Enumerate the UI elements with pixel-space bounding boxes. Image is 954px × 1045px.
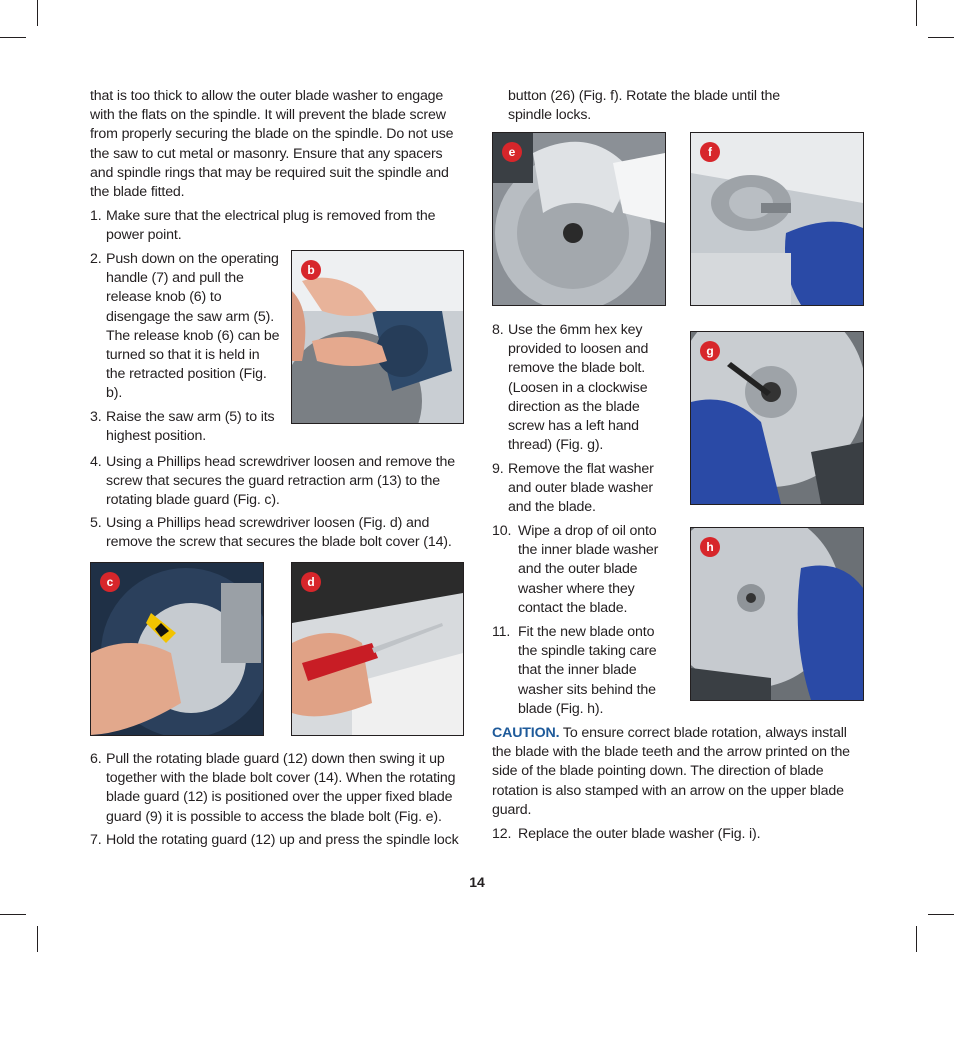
figure-label-d: d	[301, 572, 321, 592]
figure-h	[690, 527, 864, 701]
crop-mark	[916, 926, 917, 952]
step-12: 12. Replace the outer blade washer (Fig. i).	[492, 826, 761, 842]
step-2: 2. Push down on the operating handle (7) and pull the release knob (6) to disengage the saw arm (5). The release knob (6) can be turned so that it is held in the retracted position (Fig. b).	[90, 251, 280, 402]
step-5: 5. Using a Phillips head screwdriver loosen (Fig. d) and remove the screw that secures the blade bolt cover (14).	[90, 515, 452, 551]
crop-mark	[0, 914, 26, 915]
figure-b	[291, 250, 464, 424]
figure-d	[291, 562, 464, 736]
figure-f	[690, 132, 864, 306]
step-8: 8. Use the 6mm hex key provided to loosen and remove the blade bolt. (Loosen in a clockwise direction as the blade screw has a left hand thread) (Fig. g).	[492, 322, 649, 454]
crop-mark	[928, 37, 954, 38]
figure-label-g: g	[700, 341, 720, 361]
crop-mark	[37, 0, 38, 26]
figure-label-f: f	[700, 142, 720, 162]
caution-text: To ensure correct blade rotation, always install the blade with the blade teeth and the arrow printed on the side of the blade pointing down. The direction of blade rotation is also stamped with an arrow on the upper blade guard.	[492, 725, 850, 818]
step-9: 9. Remove the flat washer and outer blade washer and the blade.	[492, 461, 654, 516]
crop-mark	[928, 914, 954, 915]
intro-paragraph: that is too thick to allow the outer blade washer to engage with the flats on the spindle. It will prevent the blade screw from properly securing the blade on the spindle. Do not use the saw to cut metal or masonry. Ensure that any spacers and spindle rings that may be required suit the spindle and the blade fitted.	[90, 88, 454, 201]
step-7: 7. Hold the rotating guard (12) up and press the spindle lock	[90, 832, 459, 848]
figure-e	[492, 132, 666, 306]
step-4: 4. Using a Phillips head screwdriver loosen and remove the screw that secures the guard retraction arm (13) to the rotating blade guard (Fig. c).	[90, 454, 455, 509]
caution-label: CAUTION.	[492, 725, 560, 741]
figure-label-h: h	[700, 537, 720, 557]
figure-c	[90, 562, 264, 736]
figure-g	[690, 331, 864, 505]
figure-label-b: b	[301, 260, 321, 280]
step-11: 11. Fit the new blade onto the spindle taking care that the inner blade washer sits behind the blade (Fig. h).	[492, 624, 657, 717]
crop-mark	[0, 37, 26, 38]
caution-paragraph	[492, 724, 864, 820]
crop-mark	[916, 0, 917, 26]
page-number: 14	[469, 874, 485, 890]
crop-mark	[37, 926, 38, 952]
step-1: 1. Make sure that the electrical plug is removed from the power point.	[90, 208, 436, 244]
figure-label-e: e	[502, 142, 522, 162]
continued-paragraph: button (26) (Fig. f). Rotate the blade until the spindle locks.	[508, 88, 780, 124]
step-10: 10. Wipe a drop of oil onto the inner blade washer and the outer blade washer where they contact the blade.	[492, 523, 659, 616]
step-6: 6. Pull the rotating blade guard (12) down then swing it up together with the blade bolt cover (14). When the rotating blade guard (12) is positioned over the upper fixed blade guard (9) it is possible to access the blade bolt (Fig. e).	[90, 751, 456, 825]
figure-label-c: c	[100, 572, 120, 592]
step-3: 3. Raise the saw arm (5) to its highest position.	[90, 409, 275, 445]
